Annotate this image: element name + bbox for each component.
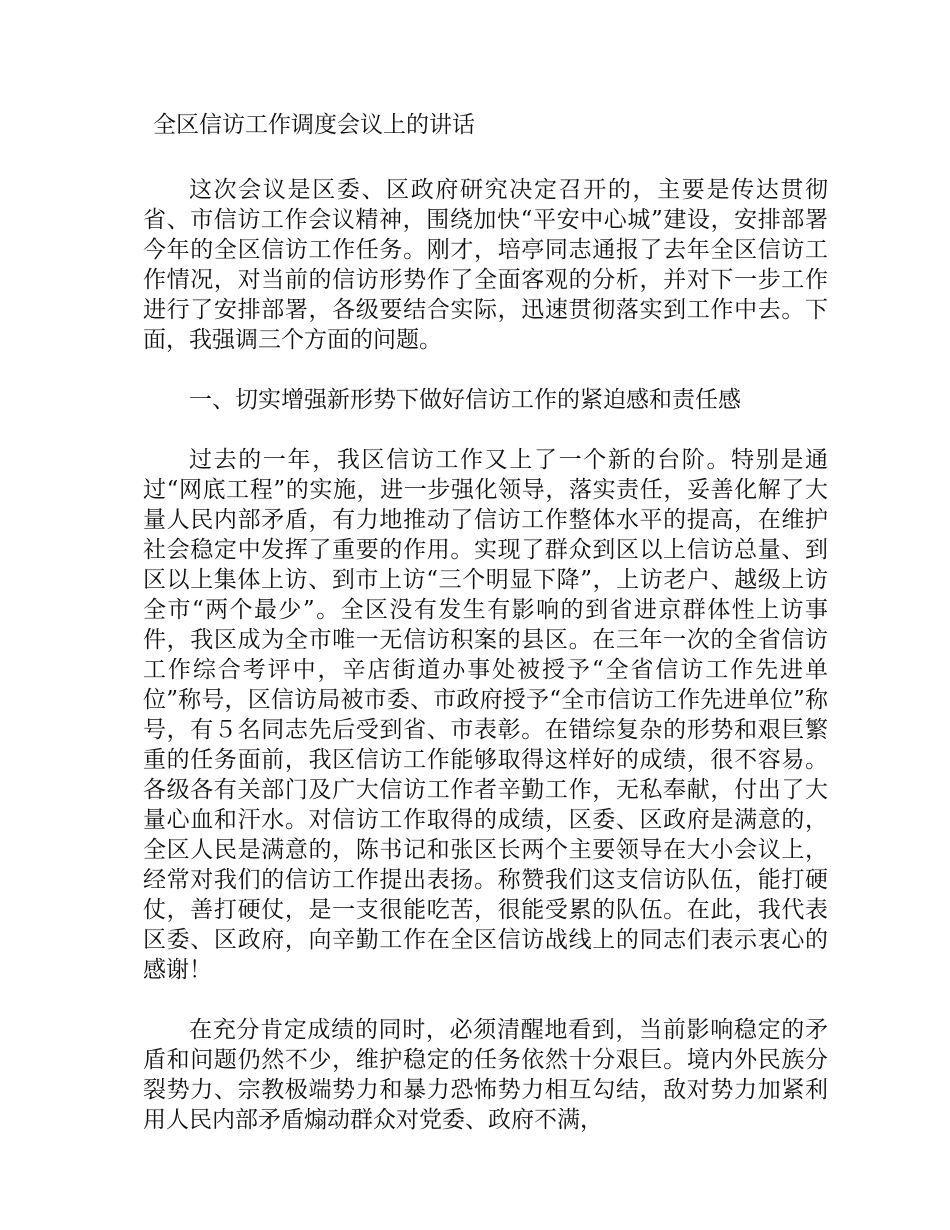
paragraph-achievements: 过去的一年，我区信访工作又上了一个新的台阶。特别是通过“网底工程”的实施，进一步强化领导，落实责任，妥善化解了大量人民内部矛盾，有力地推动了信访工作整体水平的提高，在维护社会稳定中发挥了重要的作用。实现了群众到区以上信访总量、到区以上集体上访、到市上访“三个明显下降”，上访老户、越级上访全市“两个最少”。全区没有发生有影响的到省进京群体性上访事件，我区成为全市唯一无信访积案的县区。在三年一次的全省信访工作综合考评中，辛店街道办事处被授予“全省信访工作先进单位”称号，区信访局被市委、市政府授予“全市信访工作先进单位”称号，有５名同志先后受到省、市表彰。在错综复杂的形势和艰巨繁重的任务面前，我区信访工作能够取得这样好的成绩，很不容易。各级各有关部门及广大信访工作者辛勤工作，无私奉献，付出了大量心血和汗水。对信访工作取得的成绩，区委、区政府是满意的，全区人民是满意的，陈书记和张区长两个主要领导在大小会议上，经常对我们的信访工作提出表扬。称赞我们这支信访队伍，能打硬仗，善打硬仗，是一支很能吃苦，很能受累的队伍。在此，我代表区委、区政府，向辛勤工作在全区信访战线上的同志们表示衷心的感谢！ [143,447,828,983]
document-title: 全区信访工作调度会议上的讲话 [153,112,475,138]
document-page [143,110,828,1165]
section-heading-1: 一、切实增强新形势下做好信访工作的紧迫感和责任感 [189,387,741,413]
paragraph-intro: 这次会议是区委、区政府研究决定召开的，主要是传达贯彻省、市信访工作会议精神，围绕加快“平安中心城”建设，安排部署今年的全区信访工作任务。刚才，培亭同志通报了去年全区信访工作情况，对当前的信访形势作了全面客观的分析，并对下一步工作进行了安排部署，各级要结合实际，迅速贯彻落实到工作中去。下面，我强调三个方面的问题。 [143,177,828,353]
paragraph-challenges: 在充分肯定成绩的同时，必须清醒地看到，当前影响稳定的矛盾和问题仍然不少，维护稳定的任务依然十分艰巨。境内外民族分裂势力、宗教极端势力和暴力恐怖势力相互勾结，敌对势力加紧利用人民内部矛盾煽动群众对党委、政府不满， [143,1017,828,1133]
